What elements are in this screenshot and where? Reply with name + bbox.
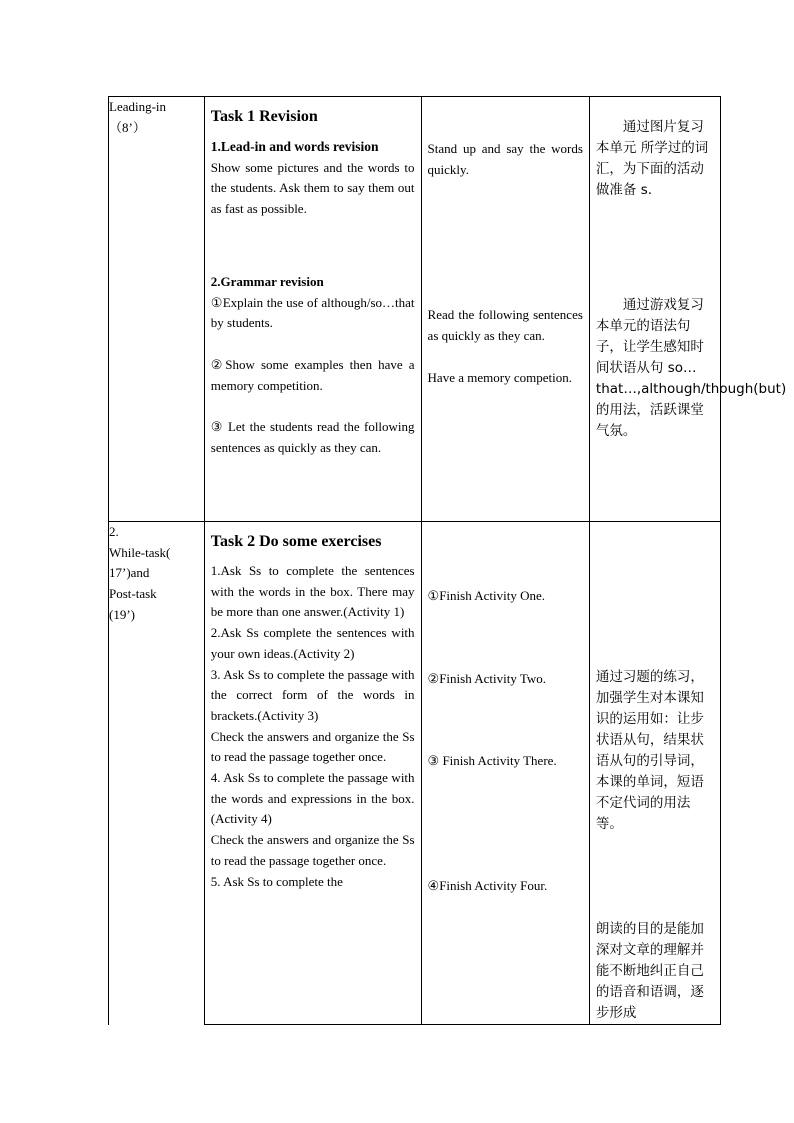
teacher-text: Check the answers and organize the Ss to read the passage together once. bbox=[210, 728, 415, 765]
stage-label: 17’)and bbox=[109, 565, 150, 581]
lesson-plan-table bbox=[108, 96, 787, 1025]
stage-time: （8’） bbox=[109, 119, 146, 135]
section-heading: 2.Grammar revision bbox=[210, 273, 324, 289]
teacher-text: 5. Ask Ss to complete the bbox=[210, 873, 343, 889]
student-activity-cell bbox=[421, 97, 589, 522]
stage-number: 2. bbox=[109, 524, 119, 539]
student-text: ①Finish Activity One. bbox=[427, 588, 546, 603]
teacher-text: ①Explain the use of although/so…that by students. bbox=[210, 294, 415, 331]
purpose-text: 通过游戏复习本单元的语法句子，让学生感知时间状语从句 so…that…,although/though(but) 的用法，活跃课堂气氛。 bbox=[595, 297, 787, 439]
student-text: ④Finish Activity Four. bbox=[427, 878, 548, 894]
teacher-text: 4. Ask Ss to complete the passage with the words and expressions in the box.(Activity 4) bbox=[210, 770, 415, 827]
student-text: Read the following sentences as quickly as they can. bbox=[427, 307, 583, 344]
section-heading: 1.Lead-in and words revision bbox=[210, 139, 379, 154]
task-title: Task 1 Revision bbox=[210, 108, 318, 125]
student-activity-cell bbox=[421, 522, 589, 1025]
teacher-text: ③ Let the students read the following sentences as quickly as they can. bbox=[210, 419, 415, 456]
teacher-text: 3. Ask Ss to complete the passage with the correct form of the words in brackets.(Activity 3) bbox=[210, 666, 415, 723]
student-text: ③ Finish Activity There. bbox=[427, 753, 557, 769]
purpose-text: 通过习题的练习，加强学生对本课知识的运用如：让步状语从句，结果状语从句的引导词，本课的单词，短语不定代词的用法等。 bbox=[595, 669, 704, 832]
teacher-text: 1.Ask Ss to complete the sentences with the words in the box. There may be more than one answer.(Activity 1) bbox=[210, 563, 415, 620]
purpose-text: 通过图片复习本单元 所学过的词汇，为下面的活动做准备 s. bbox=[595, 119, 709, 198]
student-text: Stand up and say the words quickly. bbox=[427, 141, 583, 177]
stage-label: Leading-in bbox=[109, 99, 167, 114]
teacher-text: ②Show some examples then have a memory competition. bbox=[210, 356, 415, 393]
table-row bbox=[109, 522, 721, 1025]
stage-label: While-task( bbox=[109, 544, 171, 560]
student-text: Have a memory competion. bbox=[427, 369, 572, 385]
purpose-cell bbox=[589, 522, 720, 1025]
teacher-text: Show some pictures and the words to the students. Ask them to say them out as fast as possible. bbox=[210, 159, 415, 217]
purpose-text: 朗读的目的是能加深对文章的理解并能不断地纠正自己的语音和语调，逐步形成 bbox=[595, 921, 704, 1021]
student-text: ②Finish Activity Two. bbox=[427, 670, 547, 686]
teacher-text: 2.Ask Ss complete the sentences with your own ideas.(Activity 2) bbox=[210, 625, 415, 661]
teacher-activity-cell bbox=[204, 522, 421, 1025]
task-title: Task 2 Do some exercises bbox=[210, 533, 382, 550]
teacher-text: Check the answers and organize the Ss to read the passage together once. bbox=[210, 832, 415, 868]
stage-cell bbox=[109, 97, 205, 522]
table-row bbox=[109, 97, 721, 522]
stage-cell bbox=[109, 522, 205, 1025]
teacher-activity-cell bbox=[204, 97, 421, 522]
stage-time: (19’) bbox=[109, 606, 135, 622]
purpose-cell bbox=[589, 97, 787, 522]
stage-label: Post-task bbox=[109, 586, 157, 602]
